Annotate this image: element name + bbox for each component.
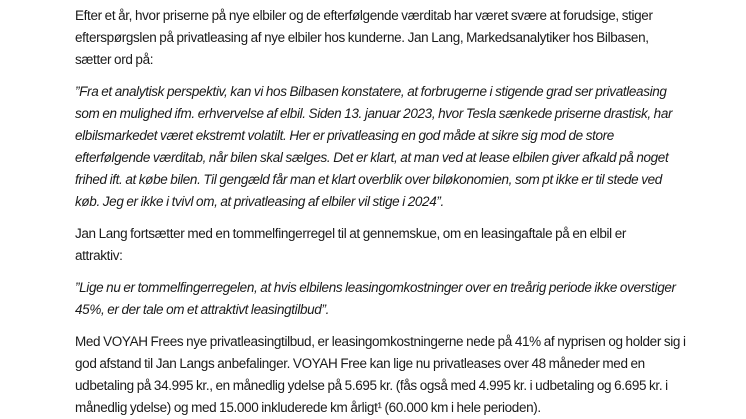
paragraph [75,223,678,267]
text-line: elbilsmarkedet været ekstremt volatilt. Her er privatleasing en god måde at sikre sig mod de store [75,128,614,143]
text-line: udbetaling på 34.995 kr., en månedlig ydelse på 5.695 kr. (fås også med 4.995 kr. i udbetaling og 6.695 kr. i [75,378,668,393]
text-line: god afstand til Jan Langs anbefalinger. VOYAH Free kan lige nu privatleases over 48 måneder med en [75,356,645,371]
text-line: Med VOYAH Frees nye privatleasingtilbud, er leasingomkostningerne nede på 41% af nyprisen og holder sig i [75,334,686,349]
text-line: frihed ift. at købe bilen. Til gengæld får man et klart overblik over biløkonomien, som pt ikke er til stede ved [75,172,662,187]
text-line: efterspørgslen på privatleasing af nye elbiler hos kunderne. Jan Lang, Markedsanalytiker hos Bilbasen, [75,30,649,45]
paragraph [75,5,678,71]
document-body [75,5,686,419]
text-line: køb. Jeg er ikke i tvivl om, at privatleasing af elbiler vil stige i 2024”. [75,194,444,209]
paragraph [75,331,686,419]
text-line: sætter ord på: [75,52,154,67]
text-line: ”Fra et analytisk perspektiv, kan vi hos Bilbasen konstatere, at forbrugerne i stigende grad ser privatleasing [75,84,667,99]
text-line: efterfølgende værditab, når bilen skal sælges. Det er klart, at man ved at lease elbilen giver afkald på noget [75,150,669,165]
text-line: Jan Lang fortsætter med en tommelfingerregel til at gennemskue, om en leasingaftale på en elbil er [75,226,627,241]
quote-paragraph [75,277,678,321]
text-line: Efter et år, hvor priserne på nye elbiler og de efterfølgende værditab har været svære at forudsige, stiger [75,8,653,23]
text-line: månedlig ydelse) og med 15.000 inkluderede km årligt¹ (60.000 km i hele perioden). [75,400,541,415]
text-line: som en mulighed ifm. erhvervelse af elbil. Siden 13. januar 2023, hvor Tesla sænkede priserne drastisk, har [75,106,673,121]
quote-paragraph [75,81,678,213]
text-line: 45%, er der tale om et attraktivt leasingtilbud”. [75,302,329,317]
text-line: ”Lige nu er tommelfingerregelen, at hvis elbilens leasingomkostninger over en treårig periode ikke overstiger [75,280,676,295]
text-line: attraktiv: [75,248,123,263]
